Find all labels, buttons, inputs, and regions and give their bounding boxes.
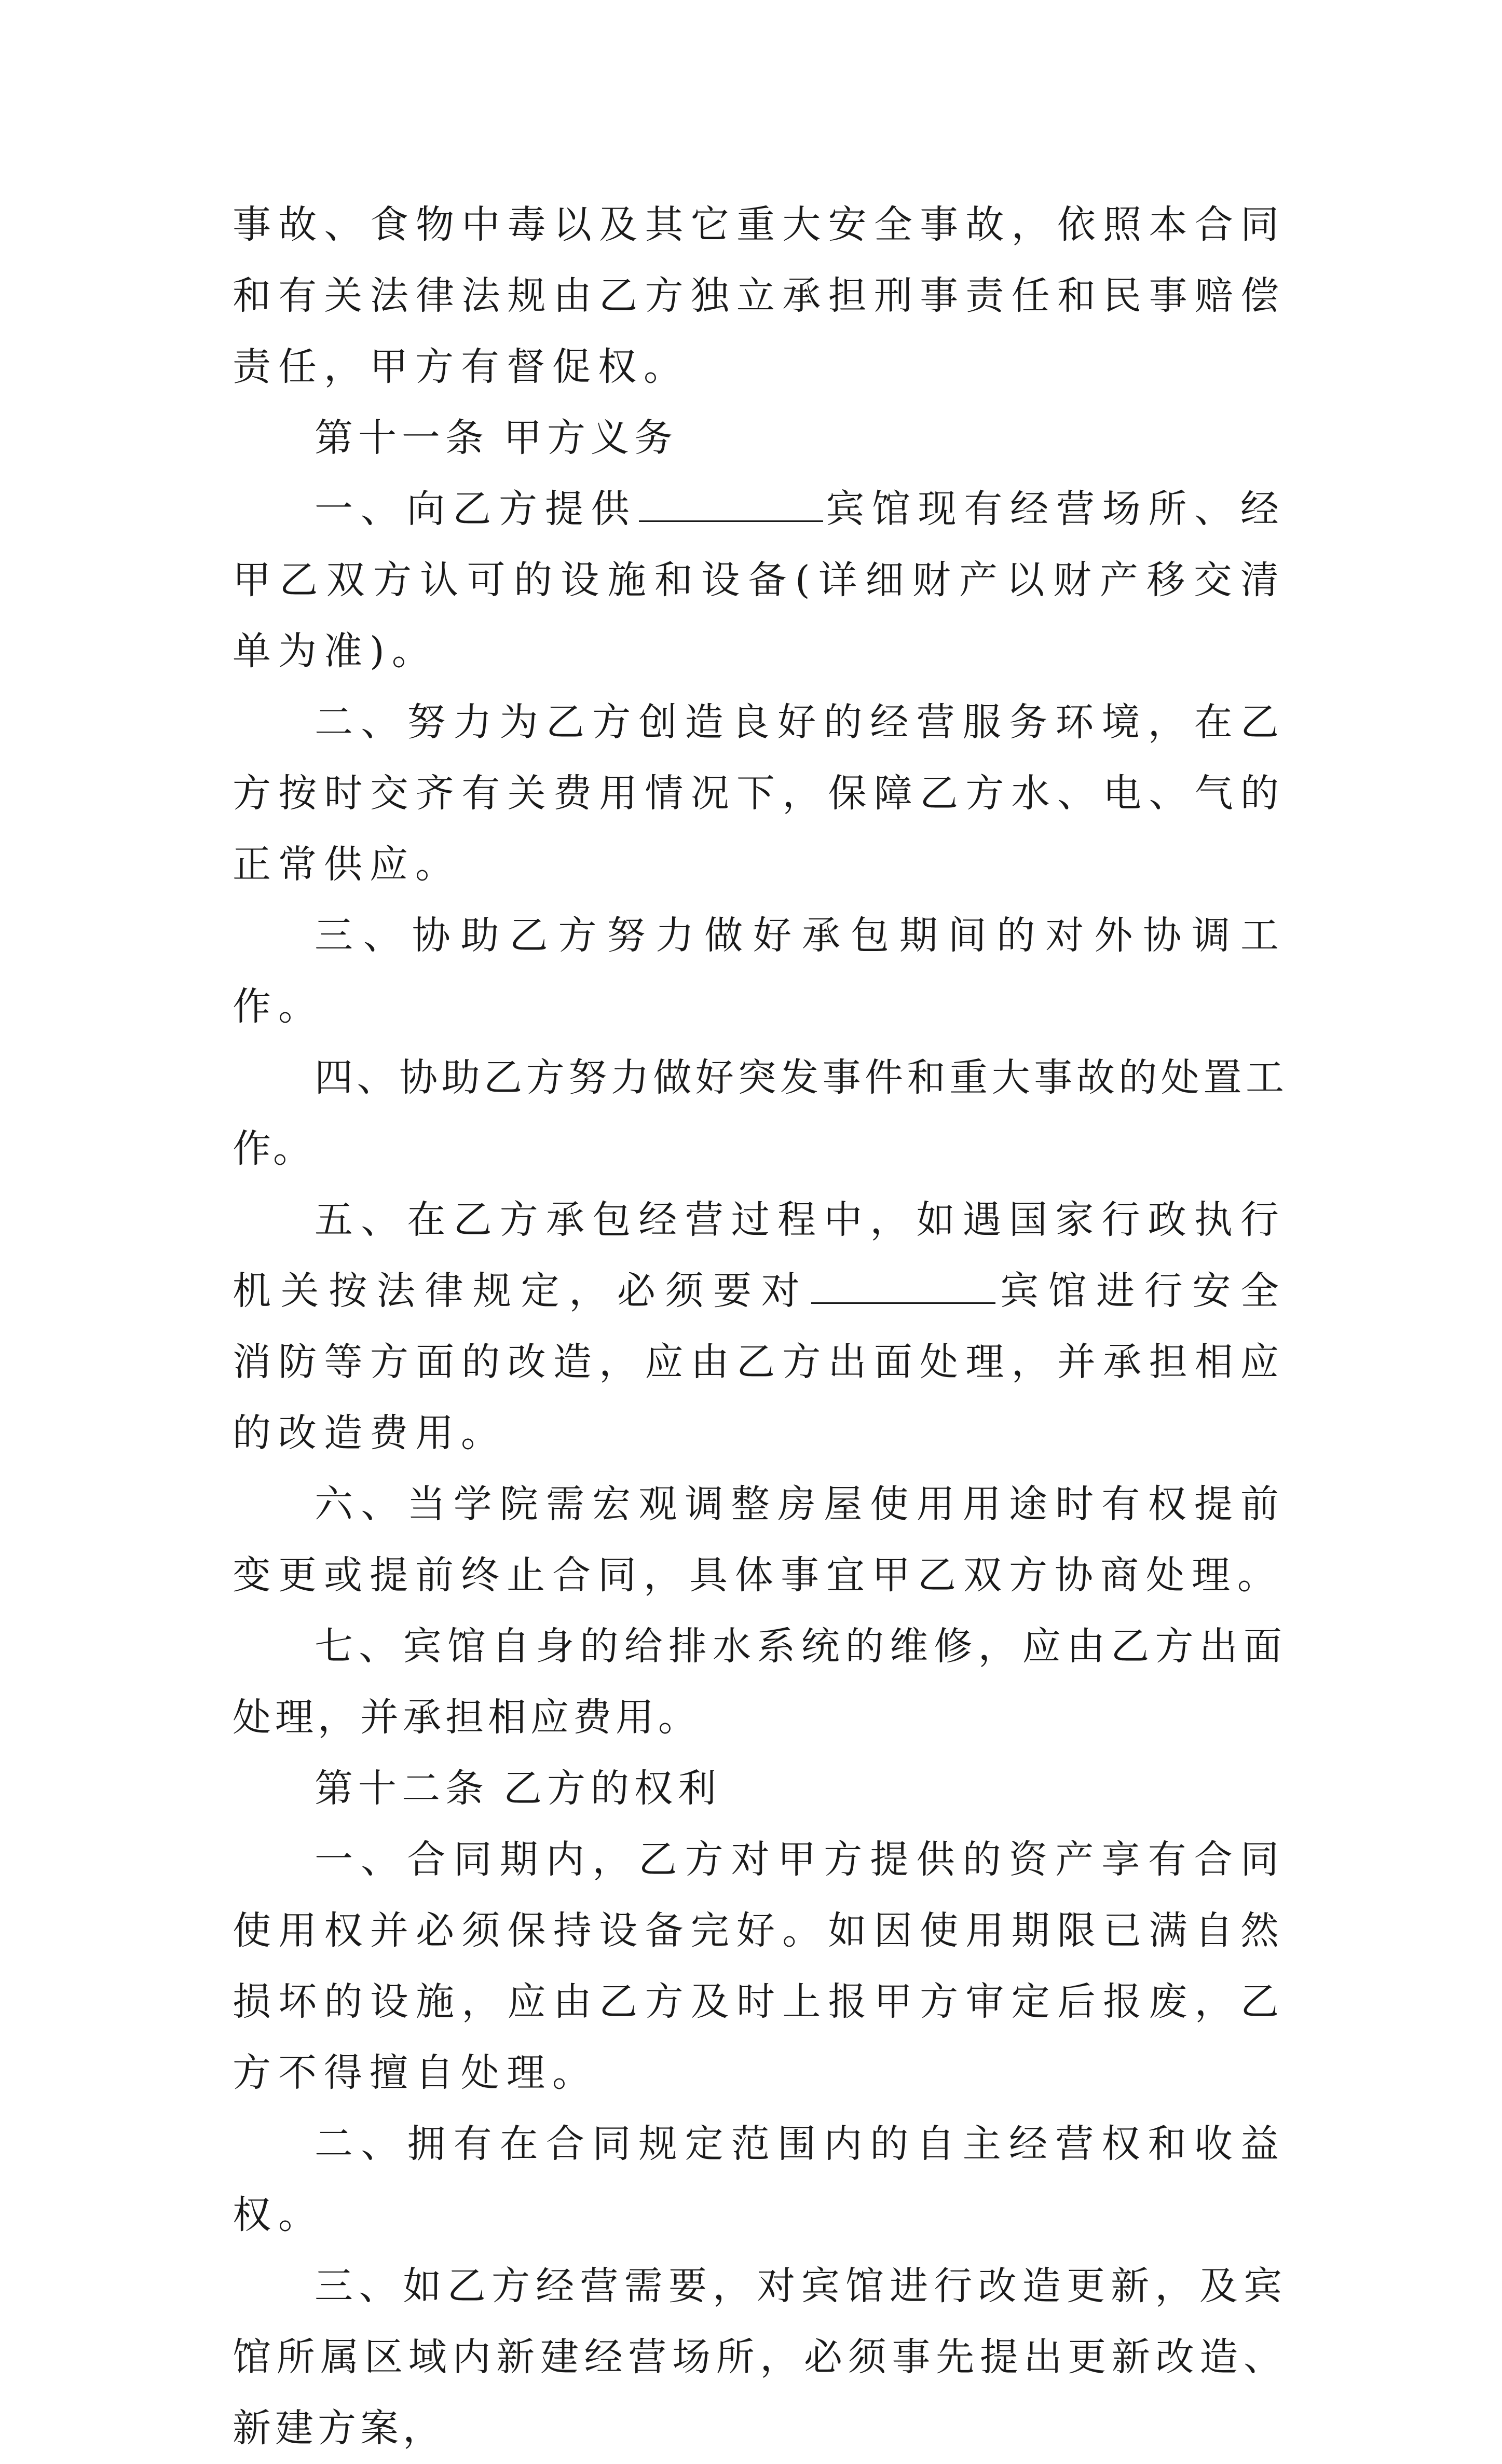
fill-in-blank: [811, 1270, 995, 1304]
paragraph-item: [233, 474, 1286, 687]
item-text-before-blank: 一、向乙方提供: [315, 487, 637, 531]
paragraph-item: 二、努力为乙方创造良好的经营服务环境，在乙方按时交齐有关费用情况下，保障乙方水、电、气的正常供应。: [233, 700, 1286, 887]
article-11-heading: [233, 403, 1286, 474]
paragraph-item: 二、拥有在合同规定范围内的自主经营权和收益权。: [233, 2122, 1286, 2237]
article-title: 乙方的权利: [503, 1766, 721, 1811]
article-number: 第十一条: [315, 416, 489, 460]
paragraph-item: 三、协助乙方努力做好承包期间的对外协调工作。: [233, 913, 1286, 1029]
paragraph-item: 四、协助乙方努力做好突发事件和重大事故的处置工作。: [233, 1055, 1286, 1171]
fill-in-blank: [639, 488, 823, 522]
paragraph-item: 七、宾馆自身的给排水系统的维修，应由乙方出面处理，并承担相应费用。: [233, 1624, 1286, 1740]
item-text-before-blank: 五、在乙方承包经营过程中，如遇国家行政执行机关按法律规定，必须要对: [233, 1197, 1286, 1313]
paragraph-item: 三、如乙方经营需要，对宾馆进行改造更新，及宾馆所属区域内新建经营场所，必须事先提出更新改造、新建方案，: [233, 2264, 1286, 2451]
item-text-after-blank: 宾馆现有经营场所、经甲乙双方认可的设施和设备(详细财产以财产移交清单为准)。: [233, 487, 1287, 673]
article-title: 甲方义务: [503, 416, 678, 460]
article-number: 第十二条: [315, 1766, 489, 1811]
item-text-after-blank: 宾馆进行安全消防等方面的改造，应由乙方出面处理，并承担相应的改造费用。: [233, 1269, 1287, 1455]
paragraph-item: 六、当学院需宏观调整房屋使用用途时有权提前变更或提前终止合同，具体事宜甲乙双方协商处理。: [233, 1482, 1286, 1598]
paragraph-continuation: 事故、食物中毒以及其它重大安全事故，依照本合同和有关法律法规由乙方独立承担刑事责任和民事赔偿责任，甲方有督促权。: [233, 202, 1286, 389]
document-body: [233, 189, 1286, 2464]
paragraph-item: [233, 1185, 1286, 1469]
article-12-heading: [233, 1753, 1286, 1824]
paragraph-item: 一、合同期内，乙方对甲方提供的资产享有合同使用权并必须保持设备完好。如因使用期限已满自然损坏的设施，应由乙方及时上报甲方审定后报废，乙方不得擅自处理。: [233, 1837, 1286, 2095]
